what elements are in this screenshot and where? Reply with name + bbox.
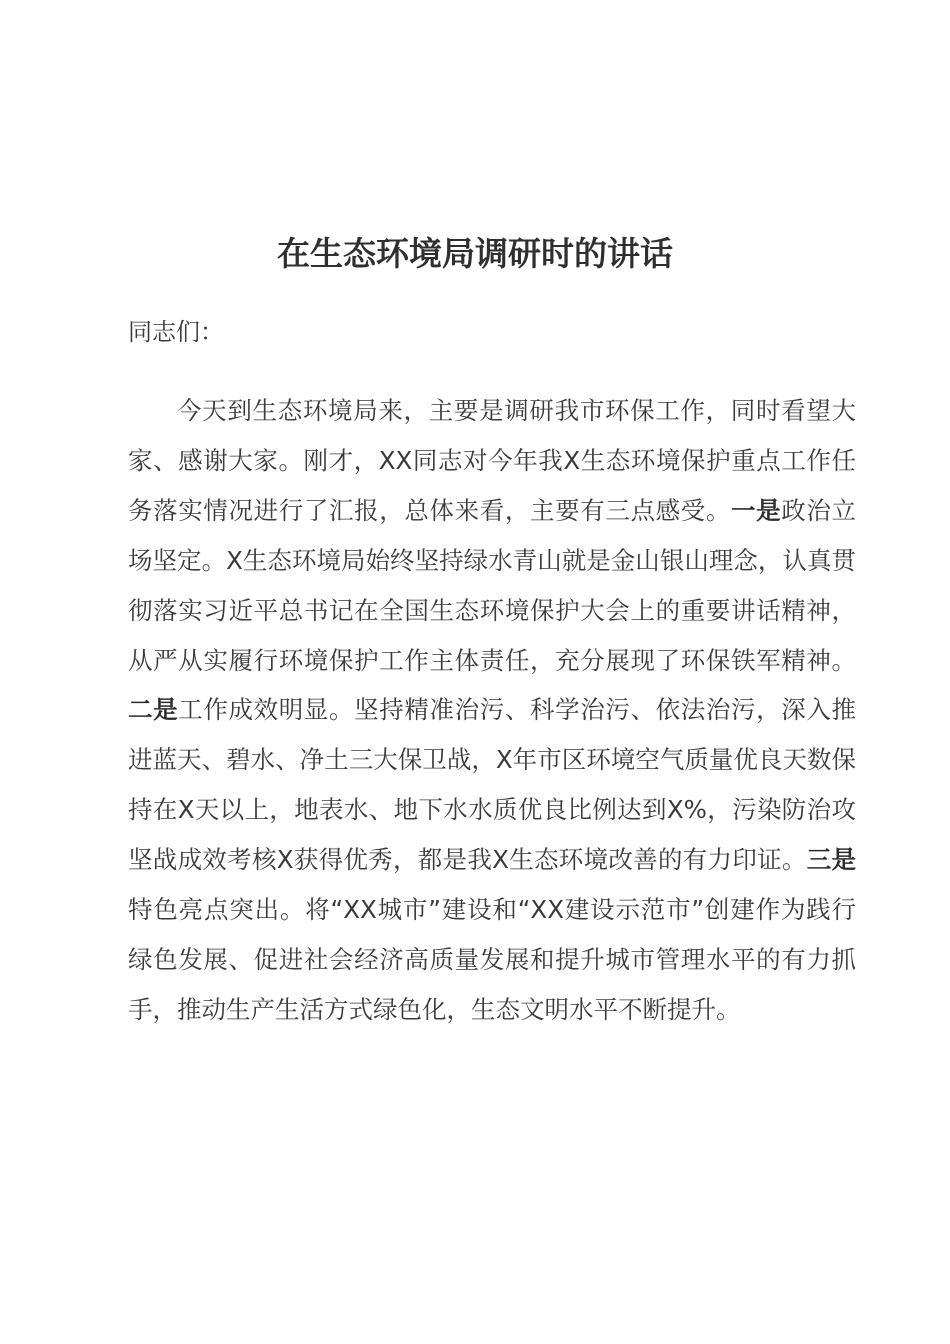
paragraph-text-segment-3: 工作成效明显。坚持精准治污、科学治污、依法治污，深入推进蓝天、碧水、净土三大保卫战，X年市区环境空气质量优良天数保持在X天以上，地表水、地下水水质优良比例达到X%，污染防治攻坚战成效考核X获得优秀，都是我X生态环境改善的有力印证。 (128, 695, 856, 875)
paragraph-text-segment-2: 政治立场坚定。X生态环境局始终坚持绿水青山就是金山银山理念，认真贯彻落实习近平总书记在全国生态环境保护大会上的重要讲话精神，从严从实履行环境保护工作主体责任，充分展现了环保铁军精神。 (128, 495, 856, 675)
body-paragraph (128, 386, 856, 1035)
emphasis-second-point: 二是 (128, 695, 179, 725)
document-title: 在生态环境局调研时的讲话 (277, 234, 673, 273)
paragraph-text-segment-4: 特色亮点突出。将“XX城市”建设和“XX建设示范市”创建作为践行绿色发展、促进社会经济高质量发展和提升城市管理水平的有力抓手，推动生产生活方式绿色化，生态文明水平不断提升。 (128, 895, 856, 1024)
paragraph-text-segment-1: 今天到生态环境局来，主要是调研我市环保工作，同时看望大家、感谢大家。刚才，XX同志对今年我X生态环境保护重点工作任务落实情况进行了汇报，总体来看，主要有三点感受。 (128, 396, 856, 525)
emphasis-third-point: 三是 (806, 845, 856, 875)
emphasis-first-point: 一是 (731, 495, 782, 525)
salutation: 同志们： (128, 318, 224, 346)
